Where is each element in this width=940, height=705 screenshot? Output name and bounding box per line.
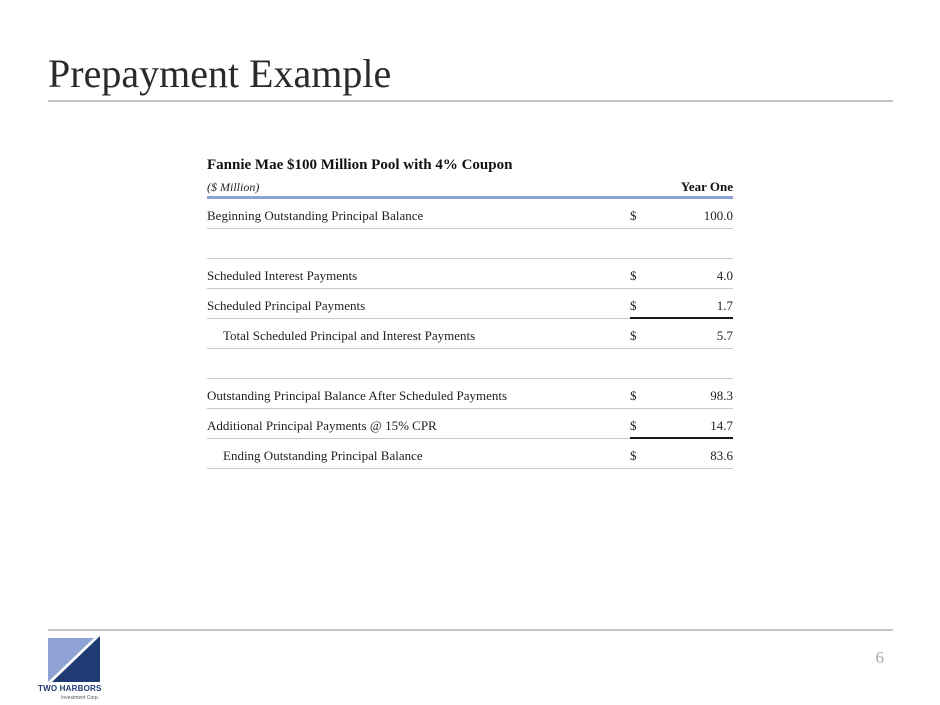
row-label: Scheduled Principal Payments [207,298,366,313]
page-number: 6 [875,648,884,667]
table-row-subtotal [207,319,733,349]
row-label: Ending Outstanding Principal Balance [223,448,423,463]
table-spacer-row [207,349,733,379]
logo-name: TWO HARBORS [38,684,102,693]
currency-symbol: $ [630,448,637,463]
row-value: 4.0 [716,268,733,283]
row-value: 1.7 [716,298,733,313]
row-label: Total Scheduled Principal and Interest Payments [223,328,476,343]
currency-symbol: $ [630,268,637,283]
column-header-year-one: Year One [680,179,733,194]
footer-divider [48,629,893,631]
table-row [207,409,733,439]
table-header [207,175,733,195]
row-label: Beginning Outstanding Principal Balance [207,208,424,223]
table-row-total [207,439,733,469]
currency-symbol: $ [630,208,637,223]
row-value: 83.6 [710,448,733,463]
table-row [207,259,733,289]
title-divider [48,100,893,102]
slide-title: Prepayment Example [48,51,392,96]
row-value: 5.7 [716,328,733,343]
row-value: 100.0 [703,208,733,223]
currency-symbol: $ [630,298,637,313]
row-label: Additional Principal Payments @ 15% CPR [207,418,437,433]
table-row [207,289,733,319]
row-value: 14.7 [710,418,733,433]
currency-symbol: $ [630,388,637,403]
row-value: 98.3 [710,388,733,403]
currency-symbol: $ [630,328,637,343]
prepayment-table [207,155,733,469]
row-label: Scheduled Interest Payments [207,268,358,283]
table-title: Fannie Mae $100 Million Pool with 4% Coupon [207,157,513,173]
table-spacer-row [207,229,733,259]
table-row [207,379,733,409]
table-row [207,199,733,229]
unit-label: ($ Million) [207,180,260,194]
row-label: Outstanding Principal Balance After Scheduled Payments [207,388,508,403]
logo-tagline: Investment Corp. [61,695,100,701]
currency-symbol: $ [630,418,637,433]
